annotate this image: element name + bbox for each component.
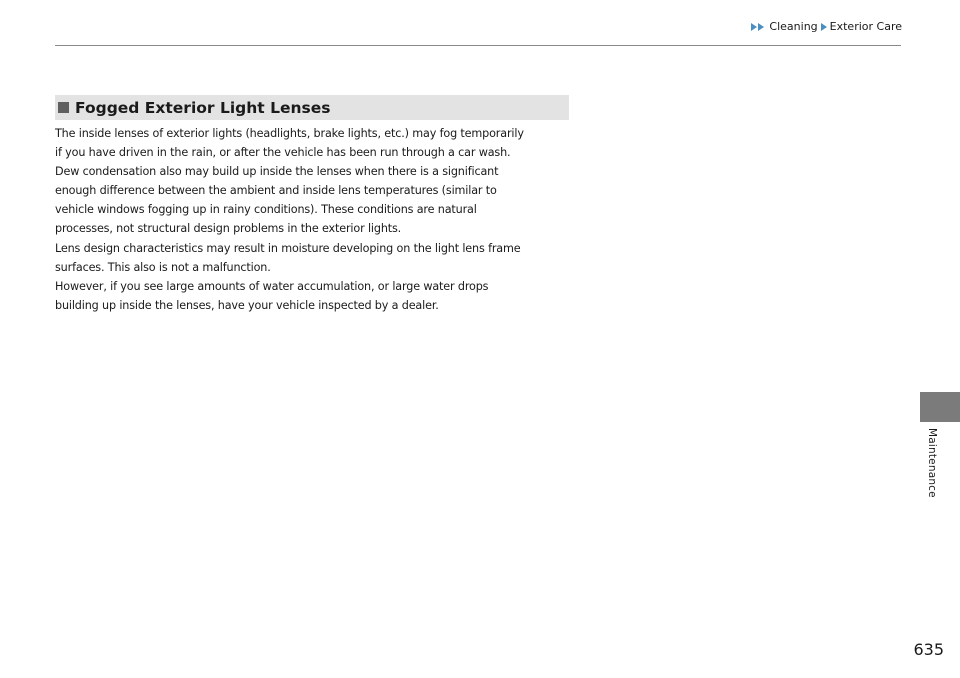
body-line: building up inside the lenses, have your vehicle inspected by a dealer. (55, 298, 439, 312)
page-number: 635 (913, 640, 944, 659)
body-line: vehicle windows fogging up in rainy conditions). These conditions are natural (55, 203, 477, 217)
section-heading: Fogged Exterior Light Lenses (75, 98, 331, 117)
section-body (55, 124, 575, 315)
body-line: processes, not structural design problems in the exterior lights. (55, 222, 402, 236)
section-heading-bar (55, 95, 569, 120)
body-line: Lens design characteristics may result in moisture developing on the light lens frame (55, 241, 521, 255)
breadcrumb-item-cleaning[interactable]: Cleaning (769, 20, 818, 33)
arrow-icon (821, 23, 827, 31)
body-line: surfaces. This also is not a malfunction. (55, 260, 271, 274)
body-line: Dew condensation also may build up inside the lenses when there is a significant (55, 165, 499, 179)
body-line: The inside lenses of exterior lights (headlights, brake lights, etc.) may fog temporarily (55, 127, 524, 140)
chapter-tab[interactable] (920, 392, 960, 422)
header-divider (55, 45, 901, 46)
double-arrow-icon (751, 23, 764, 31)
square-bullet-icon (58, 102, 69, 113)
chapter-label: Maintenance (926, 428, 938, 498)
body-line: if you have driven in the rain, or after the vehicle has been run through a car wash. (55, 146, 511, 160)
breadcrumb (751, 20, 902, 33)
body-line: enough difference between the ambient and inside lens temperatures (similar to (55, 184, 497, 198)
body-line: However, if you see large amounts of water accumulation, or large water drops (55, 279, 489, 293)
breadcrumb-item-exterior-care[interactable]: Exterior Care (829, 20, 902, 33)
